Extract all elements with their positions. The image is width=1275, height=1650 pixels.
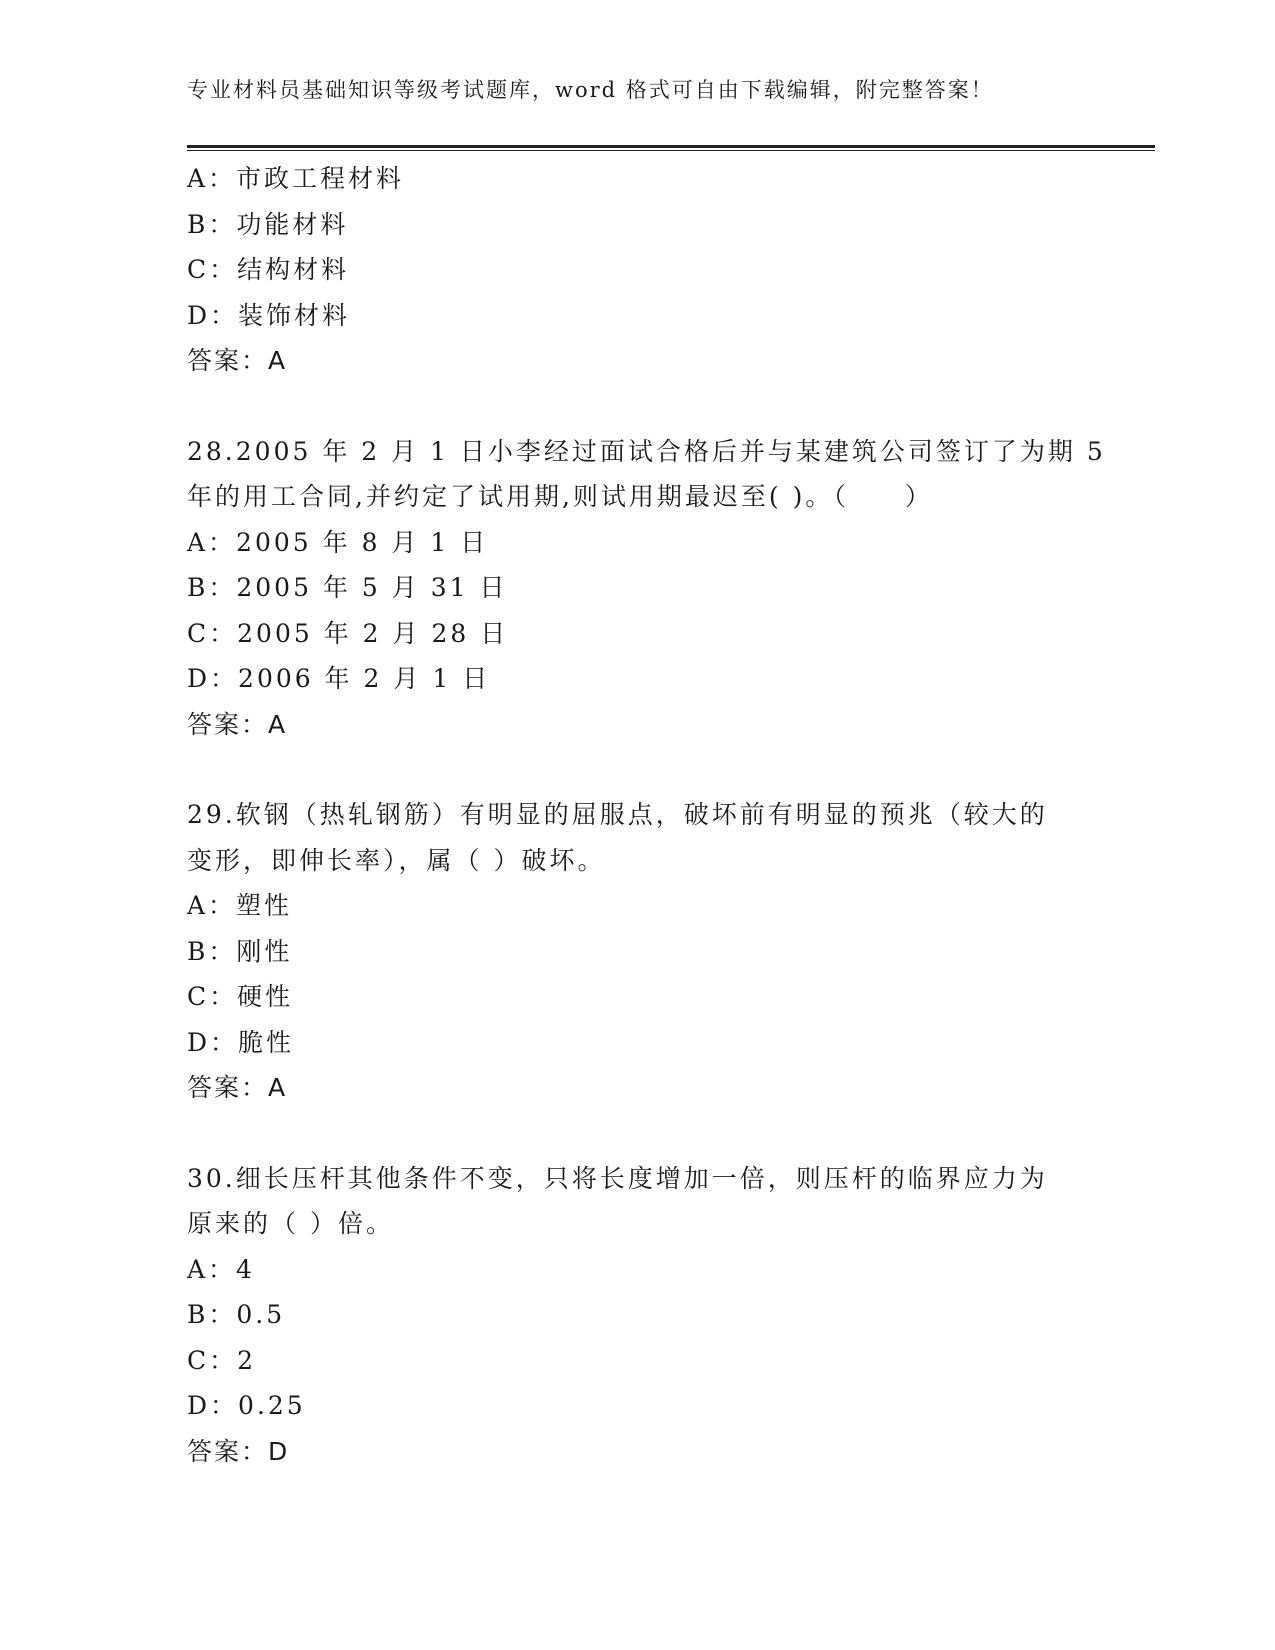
option-a: A：塑性	[187, 891, 293, 920]
answer: 答案：D	[187, 1436, 290, 1466]
question-stem-line-2: 变形，即伸长率），属（ ）破坏。	[187, 845, 606, 875]
header-rule	[187, 145, 1155, 148]
question-29	[187, 792, 1087, 1111]
option-d: D：2006 年 2 月 1 日	[187, 664, 491, 693]
option-c: C：2	[187, 1345, 257, 1375]
option-c: C：结构材料	[187, 255, 350, 284]
option-d: D：脆性	[187, 1027, 295, 1057]
header-rule-thin	[187, 150, 1155, 151]
question-block-continued	[187, 156, 1087, 384]
question-stem-line-2: 年的用工合同,并约定了试用期,则试用期最迟至( )。（ ）	[187, 482, 933, 511]
answer: 答案：A	[187, 346, 288, 375]
question-stem-line-2: 原来的（ ）倍。	[187, 1209, 394, 1238]
option-b: B：功能材料	[187, 209, 349, 239]
spacer	[187, 747, 1087, 792]
question-stem-line-1: 28.2005 年 2 月 1 日小李经过面试合格后并与某建筑公司签订了为期 5	[187, 436, 1106, 466]
option-c: C：硬性	[187, 982, 294, 1011]
option-b: B：0.5	[187, 1300, 286, 1329]
question-list	[187, 156, 1106, 1474]
page-header: 专业材料员基础知识等级考试题库，word 格式可自由下载编辑，附完整答案！	[187, 78, 994, 102]
spacer	[187, 1111, 1087, 1156]
spacer	[187, 384, 1087, 429]
option-a: A：2005 年 8 月 1 日	[187, 527, 489, 557]
question-28	[187, 429, 1106, 748]
option-d: D：装饰材料	[187, 300, 351, 330]
answer: 答案：A	[187, 1073, 288, 1102]
option-a: A：4	[187, 1254, 255, 1284]
option-b: B：刚性	[187, 936, 293, 966]
question-30	[187, 1156, 1087, 1475]
question-stem-line-1: 29.软钢（热轧钢筋）有明显的屈服点，破坏前有明显的预兆（较大的	[187, 800, 1048, 829]
answer: 答案：A	[187, 709, 288, 739]
option-b: B：2005 年 5 月 31 日	[187, 573, 508, 602]
option-c: C：2005 年 2 月 28 日	[187, 618, 509, 648]
option-d: D：0.25	[187, 1391, 306, 1420]
option-a: A：市政工程材料	[187, 164, 405, 193]
question-stem-line-1: 30.细长压杆其他条件不变，只将长度增加一倍，则压杆的临界应力为	[187, 1163, 1048, 1193]
